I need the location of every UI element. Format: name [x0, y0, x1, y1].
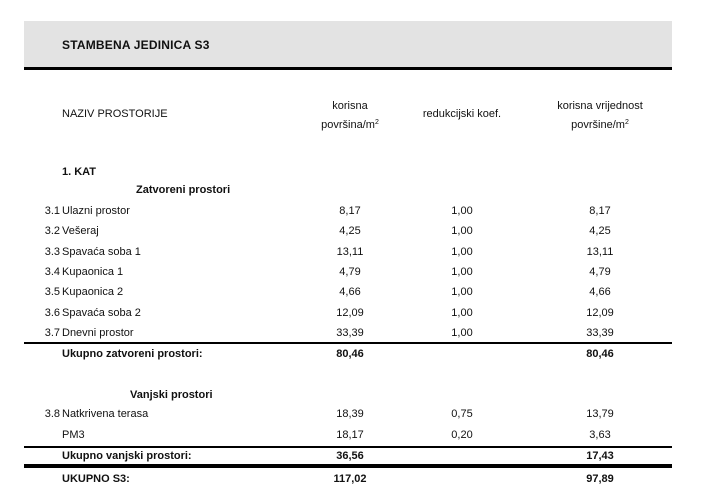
row-number: 3.6: [44, 306, 60, 319]
room-coef: 1,00: [451, 306, 473, 319]
room-value: 4,66: [589, 286, 611, 299]
room-name: Spavaća soba 2: [62, 306, 141, 319]
row-number: 3.2: [44, 225, 60, 238]
room-name: Dnevni prostor: [62, 326, 134, 339]
closed-total-area: 80,46: [336, 348, 364, 360]
room-coef: 1,00: [451, 286, 473, 299]
header-area-line1: korisna: [332, 100, 368, 112]
room-area: 4,79: [339, 265, 361, 278]
open-total-divider: [24, 446, 672, 448]
closed-total-value: 80,46: [586, 348, 614, 360]
room-coef: 1,00: [451, 245, 473, 258]
header-area: [300, 97, 400, 135]
room-value: 3,63: [589, 429, 611, 441]
room-area: 13,11: [336, 245, 364, 258]
room-coef: 1,00: [451, 326, 473, 339]
room-area: 4,25: [339, 225, 361, 238]
closed-total-divider: [24, 342, 672, 344]
header-area-line2: površina/$m^2$: [321, 119, 379, 131]
room-coef: 1,00: [451, 265, 473, 278]
table-row: [0, 225, 710, 245]
grand-total-area: 117,02: [333, 473, 367, 485]
document-title: STAMBENA JEDINICA S3: [62, 38, 210, 52]
room-value: 13,11: [586, 245, 614, 258]
room-name: Spavaća soba 1: [62, 245, 141, 258]
row-number: 3.7: [44, 326, 60, 339]
room-value: 4,25: [589, 225, 611, 238]
open-total-label: Ukupno vanjski prostori:: [62, 450, 192, 462]
room-name: Ulazni prostor: [62, 205, 130, 217]
open-section-title: Vanjski prostori: [130, 389, 213, 401]
room-value: 13,79: [586, 408, 614, 420]
header-value-line2: površine/$m^2$: [571, 119, 629, 131]
header-coef: redukcijski koef.: [422, 108, 502, 120]
table-row: [0, 205, 710, 225]
room-coef: 1,00: [451, 205, 473, 217]
grand-total-divider: [24, 464, 672, 468]
table-row: [0, 307, 710, 327]
room-value: 12,09: [586, 306, 614, 319]
room-value: 8,17: [589, 205, 611, 217]
room-coef: 0,75: [451, 408, 473, 420]
row-number: 3.5: [44, 286, 60, 299]
header-value: [535, 97, 665, 135]
title-divider: [24, 67, 672, 70]
room-name: Natkrivena terasa: [62, 408, 149, 420]
room-area: 18,39: [336, 408, 364, 420]
room-coef: 0,20: [451, 429, 473, 441]
row-number: 3.3: [44, 245, 60, 258]
row-number: 3.4: [44, 265, 60, 278]
grand-total-label: UKUPNO S3:: [62, 473, 130, 485]
room-area: 33,39: [336, 326, 364, 339]
row-number: 3.1: [44, 205, 60, 217]
title-bar: [24, 21, 672, 67]
closed-total-row: [0, 348, 710, 368]
row-number: 3.8: [44, 408, 60, 420]
floor-label: 1. KAT: [62, 166, 97, 178]
room-area: 4,66: [339, 286, 361, 299]
header-name: NAZIV PROSTORIJE: [62, 108, 168, 120]
room-name: Kupaonica 2: [62, 286, 124, 299]
table-row: [0, 286, 710, 306]
header-value-line1: korisna vrijednost: [557, 100, 643, 112]
open-total-area: 36,56: [336, 450, 364, 462]
room-area: 8,17: [339, 205, 361, 217]
closed-total-label: Ukupno zatvoreni prostori:: [62, 348, 203, 360]
room-value: 4,79: [589, 265, 611, 278]
closed-section-title: Zatvoreni prostori: [136, 184, 231, 196]
room-coef: 1,00: [451, 225, 473, 238]
table-row: [0, 246, 710, 266]
room-name: Vešeraj: [62, 225, 99, 238]
table-row: [0, 266, 710, 286]
room-name: PM3: [62, 429, 85, 441]
grand-total-value: 97,89: [586, 473, 614, 485]
room-name: Kupaonica 1: [62, 265, 124, 278]
room-area: 12,09: [336, 306, 364, 319]
grand-total-row: [0, 473, 710, 493]
room-value: 33,39: [586, 326, 614, 339]
room-area: 18,17: [336, 429, 364, 441]
table-row: [0, 408, 710, 428]
open-total-value: 17,43: [586, 450, 614, 462]
